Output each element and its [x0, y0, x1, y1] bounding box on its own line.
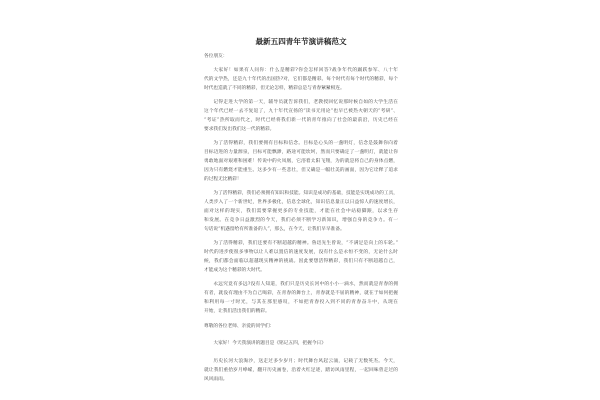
text-line: 候，我们都会面临以超越现实精神的挑战。因此要想活得精彩，我们只有不断超越自己，	[204, 259, 398, 264]
paragraph	[204, 239, 398, 275]
text-line: 永远究竟有多远?没有人知道，我们只是历史长河中的小小一滴水，然而就是青春的拥	[213, 282, 398, 287]
text-line: 为了活得精彩，我们要拥有目标和信念。目标是心头的一盏明灯，信念是鼓舞你向着	[213, 141, 398, 146]
text-line: 大家好！如果有人问你：什么是精彩?你会怎样回答?战争年代的踊跃参军、八十年	[213, 68, 398, 73]
document-title: 最新五四青年节演讲稿范文	[255, 37, 347, 46]
text-line: 面对这样的现实，我们需要掌握更多的专业技能，才能在社会中站稳脚跟，以求生存	[204, 209, 398, 214]
paragraph	[204, 280, 398, 316]
text-line: 人类步入了一个新世纪，世界多极化，信息全球化，知识信息量正以日益惊人的速度增长，	[204, 200, 398, 205]
text-line: 开始，让我们活出我们的精彩。	[204, 309, 270, 314]
salutation: 尊敬的各位老师、亲爱的同学们：	[204, 324, 275, 329]
text-line: 为了活得精彩，我们还要有不断超越的精神。鲁迅先生曾说，“不满足是向上的车轮。”	[213, 241, 398, 246]
text-line: 大家好！今天我演讲的题目是《铭记五四，把握今日》	[213, 341, 326, 346]
text-line: 勇敢地面对艰难和困难！传说中的火凤凰，它浴着太阳飞翔，为的就是将自己的身体点燃，	[204, 159, 398, 164]
text-line: 时代的进步使很多事物以让人难以置信的速度发展，没有什么是永恒不变的，无论什么时	[204, 250, 398, 255]
paragraph	[204, 189, 398, 234]
text-line: “考证”热所取而代之，时代已经将我们新一代的青年推向了社会的最前沿，历史已经在	[204, 118, 398, 123]
text-line: 和发展。在竞争日益激烈的今天，我们必须不断学习新知识，增强自身的竞争力。有一	[204, 218, 398, 223]
salutation: 各位朋友：	[204, 54, 228, 59]
text-line: 有者，就没有理由不为自己喝彩，在青春的舞台上，青春就是不屈的精神，就在于如何把握	[204, 291, 398, 296]
text-line: 这个年代已经一去不复返了，九十年代宣扬的“读书无用论”也早已被热火朝天的“考研”、	[204, 109, 398, 114]
text-line: 代的文学热，还是九十年代的出国热?对，它们都是精彩。每个时代有每个时代的精彩，每个	[204, 77, 398, 82]
text-line: 要求我们发出我们这一代的精彩。	[204, 127, 275, 132]
text-line: 历史长河大浪淘沙，送走过多少岁月；时代舞台风起云涌，记载了无数英杰。今天，	[213, 359, 398, 364]
paragraph	[204, 339, 398, 348]
text-line: 就让我们重拾岁月峥嵘，翻开历史画卷，沿着火红足迹，踏访风雨里程，一起回味曾走过的	[204, 368, 398, 373]
text-line: 为了活得精彩，我们必须拥有知识和技能。知识是成功的基础，技能是实现成功的工具，	[213, 191, 398, 196]
text-line: 时代也造就了不同的精彩，但无论怎样，精彩总是与青春紧紧相连。	[204, 86, 345, 91]
paragraph	[204, 139, 398, 184]
text-line: 目标迈进的力量源泉，目标可能飘渺，路途可能坎坷，然而只要确定了一盏明灯，就能让你	[204, 150, 398, 155]
paragraph	[204, 98, 398, 134]
text-line: 风风雨雨。	[204, 377, 228, 382]
text-line: 才能成为这个精彩的大时代。	[204, 268, 265, 273]
paragraph	[204, 357, 398, 384]
text-line: 的过程无比精彩！	[204, 177, 242, 182]
text-line: 和利用每一寸时光，与其在那里感叹，不如把青春投入到不同的青春奋斗中，从现在	[204, 300, 398, 305]
text-line: 记得走进大学的第一天，辅导员就告诉我们，老教授回忆说那时候自如的大学生活在	[213, 100, 398, 105]
text-line: 因为只有燃烧才能重生。这多少有一些悲壮，但又确是一幅壮美的画面，因为它诠释了追求	[204, 168, 398, 173]
paragraph	[204, 66, 398, 93]
text-line: 句话说“机遇留给有所准备的人”，那么，在今天，让我们早早准备。	[204, 227, 345, 232]
